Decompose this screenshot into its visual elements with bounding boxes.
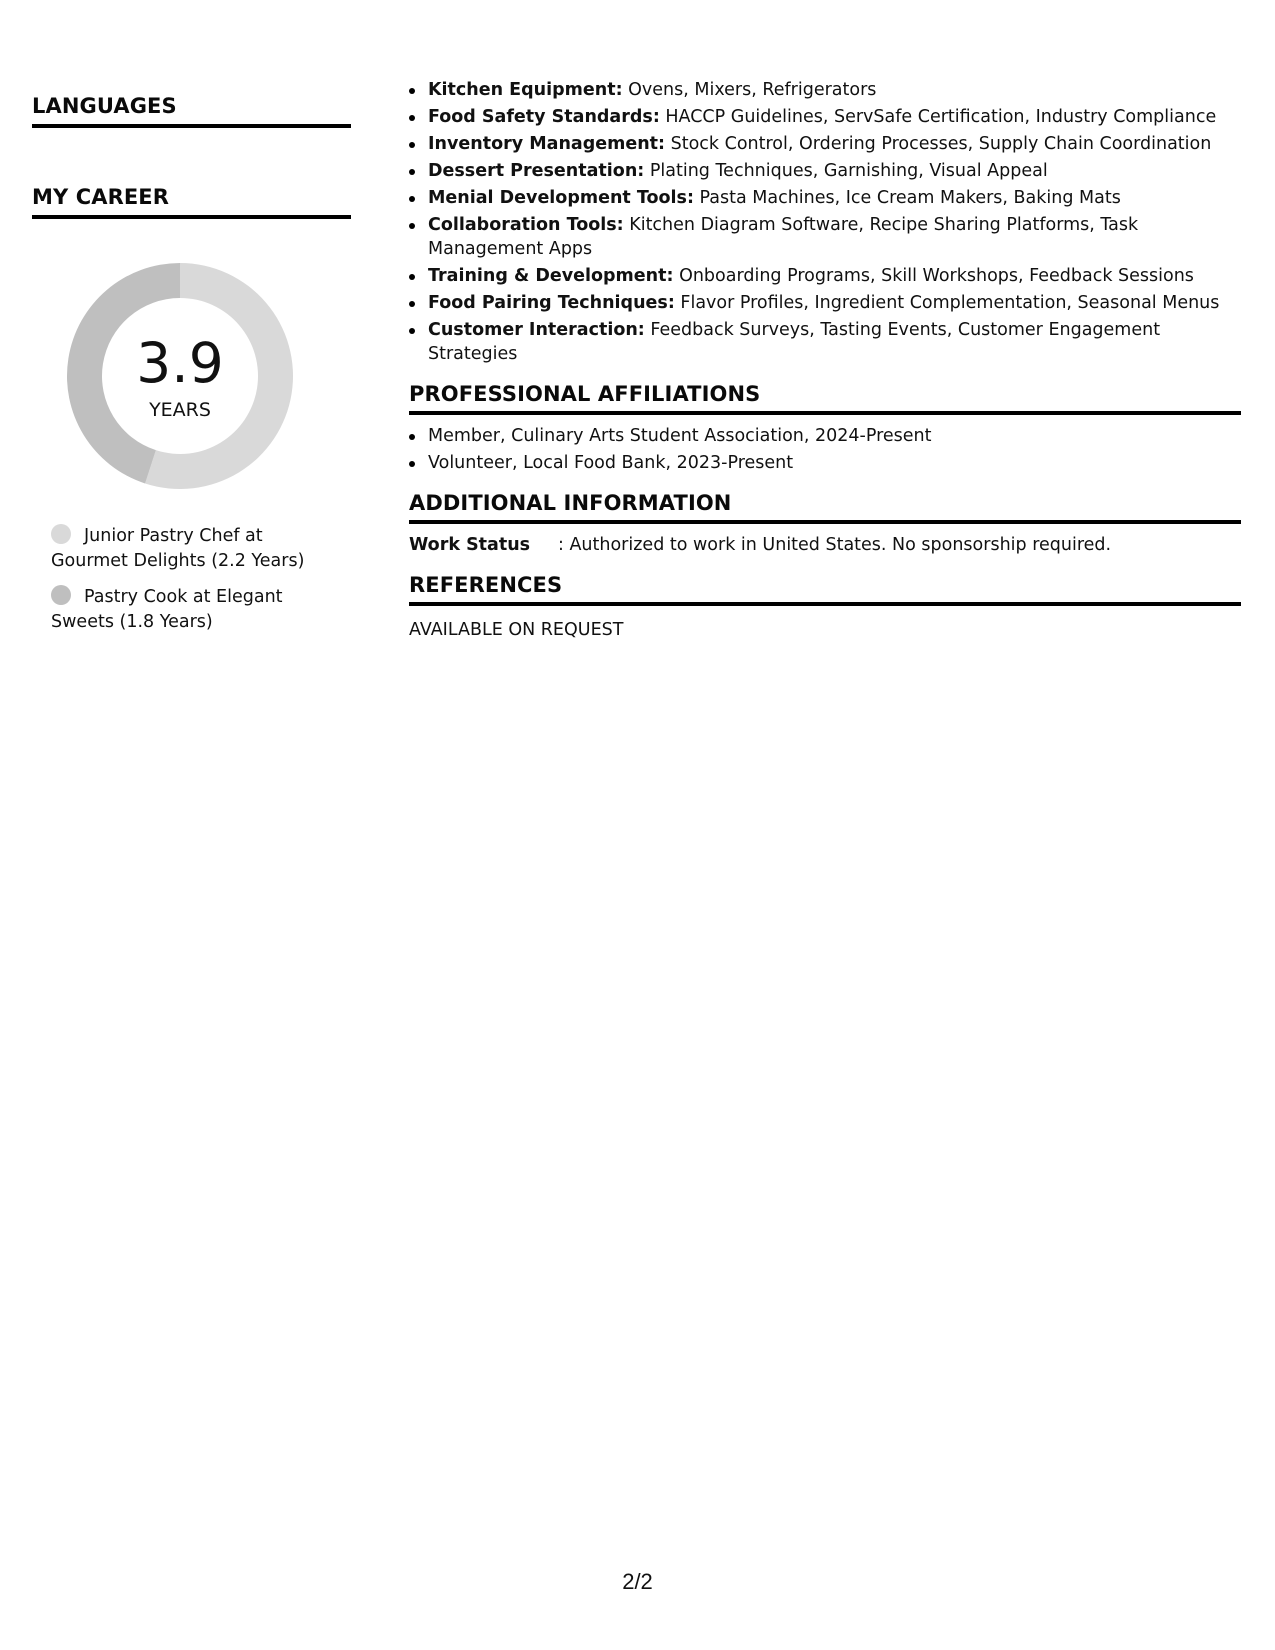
page-number: 2/2 (622, 1569, 653, 1594)
list-item (409, 159, 1241, 183)
skill-label: Dessert Presentation: (428, 161, 645, 181)
skill-text: Feedback Surveys, Tasting Events, Customer Engagement Strategies (428, 320, 1161, 364)
list-item (409, 291, 1241, 315)
skill-text: Pasta Machines, Ice Cream Makers, Baking Mats (693, 188, 1121, 208)
skill-label: Customer Interaction: (428, 320, 645, 340)
career-legend (51, 524, 311, 635)
list-item (409, 78, 1241, 102)
legend-dot-icon (51, 524, 71, 544)
legend-item-label: Junior Pastry Chef at Gourmet Delights (2.2 Years) (51, 526, 305, 571)
affiliations-heading: PROFESSIONAL AFFILIATIONS (409, 382, 1241, 415)
donut-total-value: 3.9 (136, 331, 224, 395)
affiliations-list (409, 424, 1241, 475)
work-status-value: : Authorized to work in United States. No sponsorship required. (558, 535, 1112, 555)
right-column (409, 78, 1241, 642)
list-item (409, 318, 1241, 366)
skill-text: Flavor Profiles, Ingredient Complementation, Seasonal Menus (674, 293, 1220, 313)
skill-label: Collaboration Tools: (428, 215, 624, 235)
skill-text: Onboarding Programs, Skill Workshops, Feedback Sessions (673, 266, 1194, 286)
left-column (32, 94, 351, 646)
skill-label: Food Pairing Techniques: (428, 293, 675, 313)
career-donut-chart (67, 263, 293, 489)
list-item (409, 132, 1241, 156)
legend-item (51, 585, 311, 635)
skill-label: Training & Development: (428, 266, 674, 286)
skill-text: HACCP Guidelines, ServSafe Certification, Industry Compliance (659, 107, 1217, 127)
list-item (409, 186, 1241, 210)
legend-item (51, 524, 311, 574)
additional-info-heading: ADDITIONAL INFORMATION (409, 491, 1241, 524)
skill-label: Inventory Management: (428, 134, 666, 154)
career-heading: MY CAREER (32, 185, 351, 219)
references-heading: REFERENCES (409, 573, 1241, 606)
donut-total-unit: YEARS (149, 399, 211, 421)
work-status-row (409, 533, 1241, 557)
skill-text: Stock Control, Ordering Processes, Supply Chain Coordination (665, 134, 1212, 154)
list-item (409, 213, 1241, 261)
skill-text: Kitchen Diagram Software, Recipe Sharing Platforms, Task Management Apps (428, 215, 1139, 259)
skill-text: Plating Techniques, Garnishing, Visual Appeal (644, 161, 1048, 181)
legend-item-label: Pastry Cook at Elegant Sweets (1.8 Years) (51, 587, 283, 632)
skill-label: Menial Development Tools: (428, 188, 694, 208)
list-item (409, 264, 1241, 288)
work-status-label: Work Status (409, 535, 531, 555)
list-item: Member, Culinary Arts Student Association, 2024-Present (409, 424, 1241, 448)
legend-dot-icon (51, 585, 71, 605)
languages-heading: LANGUAGES (32, 94, 351, 128)
list-item: Volunteer, Local Food Bank, 2023-Present (409, 451, 1241, 475)
skill-label: Kitchen Equipment: (428, 80, 623, 100)
skill-text: Ovens, Mixers, Refrigerators (622, 80, 877, 100)
skill-label: Food Safety Standards: (428, 107, 660, 127)
references-text: AVAILABLE ON REQUEST (409, 620, 624, 640)
skills-list (409, 78, 1241, 366)
list-item (409, 105, 1241, 129)
